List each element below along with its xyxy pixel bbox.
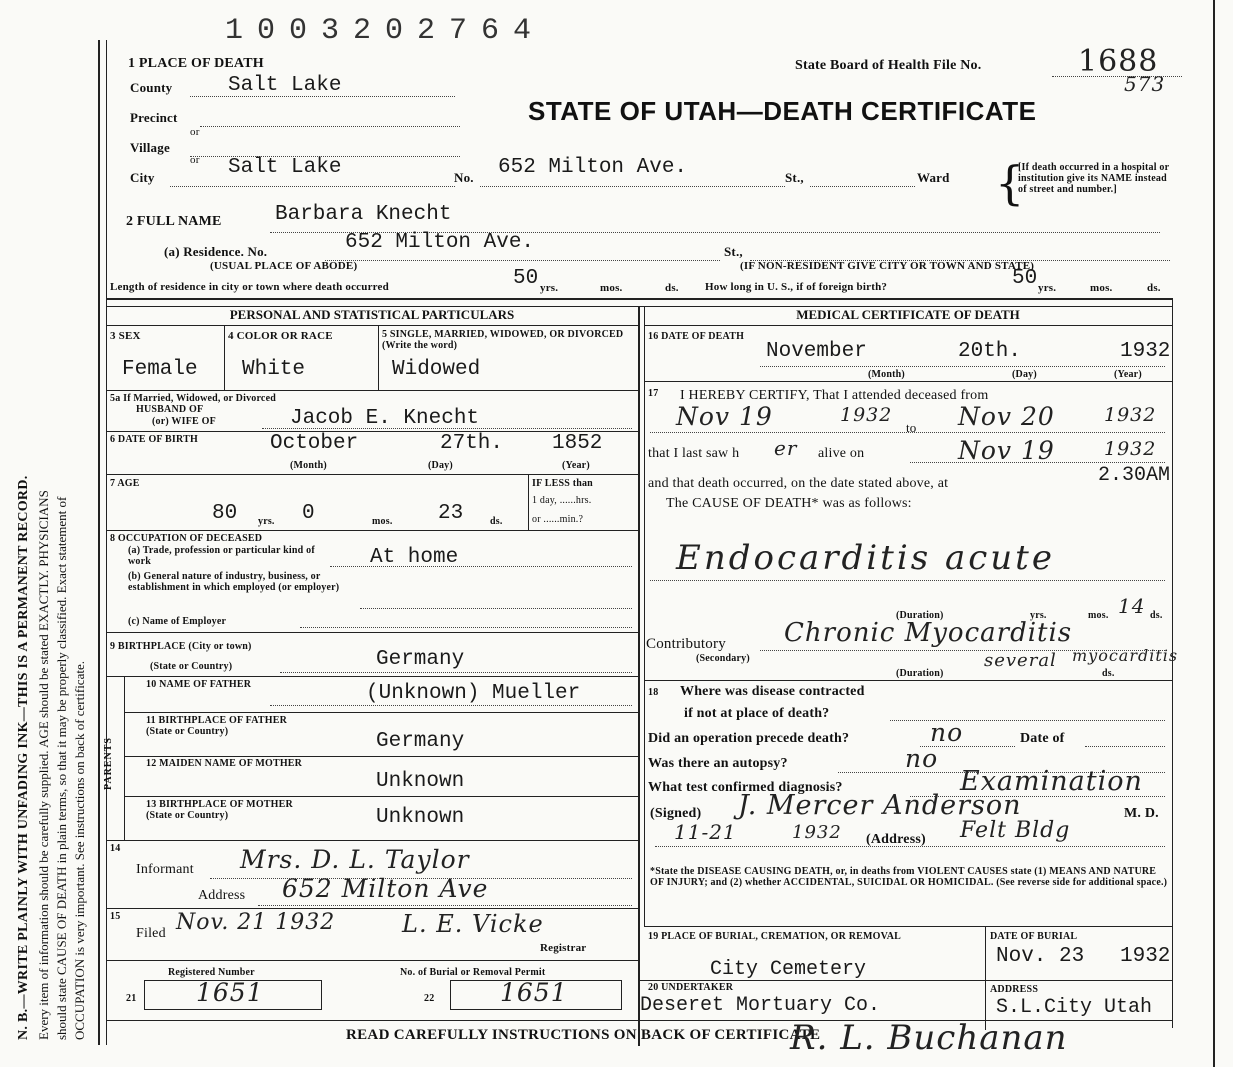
burial-permit-label: No. of Burial or Removal Permit bbox=[400, 967, 546, 978]
duration-yrs: yrs. bbox=[1030, 610, 1047, 621]
test-value: Examination bbox=[960, 766, 1143, 797]
spouse-label-3: (or) WIFE OF bbox=[152, 416, 216, 427]
residence-value: 652 Milton Ave. bbox=[345, 231, 535, 254]
physician-address: Felt Bldg bbox=[960, 818, 1071, 843]
contributory-label: Contributory bbox=[646, 636, 726, 652]
street-label: St., bbox=[785, 170, 804, 185]
duration-mos-value: 14 bbox=[1118, 594, 1146, 618]
us-mos-label: mos. bbox=[1090, 282, 1113, 294]
last-saw-hw: er bbox=[774, 436, 798, 460]
spouse-label-1: 5a If Married, Widowed, or Divorced bbox=[110, 393, 276, 404]
medical-section-heading: MEDICAL CERTIFICATE OF DEATH bbox=[796, 307, 1020, 322]
occupation-b-label: (b) General nature of industry, business, or establishment in which employed (or employer) bbox=[128, 571, 340, 593]
village-label: Village bbox=[130, 140, 170, 155]
last-saw-text: that I last saw h bbox=[648, 446, 740, 461]
sidebar-line-1: N. B.—WRITE PLAINLY WITH UNFADING INK—THIS IS A PERMANENT RECORD. bbox=[16, 475, 31, 1040]
md-label: M. D. bbox=[1124, 806, 1159, 821]
attended-from-date: Nov 19 bbox=[676, 402, 773, 431]
death-time: 2.30AM bbox=[1098, 464, 1171, 487]
frame-left bbox=[98, 40, 100, 1045]
city-value: Salt Lake bbox=[228, 156, 342, 179]
dod-year: 1932 bbox=[1120, 340, 1171, 363]
color-label: 4 COLOR OR RACE bbox=[228, 330, 333, 342]
us-residence-label: How long in U. S., if of foreign birth? bbox=[705, 281, 888, 293]
marital-value: Widowed bbox=[392, 358, 481, 381]
duration-mos: mos. bbox=[1088, 610, 1109, 621]
age-label: 7 AGE bbox=[110, 478, 140, 489]
spouse-label-2: HUSBAND OF bbox=[136, 404, 204, 415]
parents-label: PARENTS bbox=[103, 737, 114, 790]
attended-from-year: 1932 bbox=[840, 404, 893, 426]
autopsy-label: Was there an autopsy? bbox=[648, 756, 788, 771]
or-min-label: or ......min.? bbox=[532, 514, 584, 525]
us-yrs-value: 50 bbox=[1012, 267, 1038, 290]
or-text-1: or bbox=[190, 126, 200, 138]
filed-label: Filed bbox=[136, 926, 166, 941]
contrib-ds: ds. bbox=[1102, 668, 1115, 679]
county-label: County bbox=[130, 80, 173, 95]
operation-value: no bbox=[930, 718, 964, 747]
occupation-label: 8 OCCUPATION OF DECEASED bbox=[110, 533, 263, 544]
frame-right bbox=[1213, 0, 1215, 1067]
file-no-label: State Board of Health File No. bbox=[795, 58, 982, 73]
informant-value: Mrs. D. L. Taylor bbox=[240, 845, 470, 874]
age-ds-value: 23 bbox=[438, 502, 464, 525]
occupation-a-label: (a) Trade, profession or particular kind of work bbox=[128, 545, 315, 567]
filed-value: Nov. 21 1932 bbox=[176, 910, 336, 935]
dob-day-caption: (Day) bbox=[428, 460, 453, 471]
burial-permit-value: 1651 bbox=[500, 978, 568, 1007]
hospital-note: [If death occurred in a hospital or institution give its NAME instead of street and number.] bbox=[1018, 162, 1170, 195]
less-than-label: IF LESS than bbox=[532, 478, 593, 489]
burial-permit-no: 22 bbox=[424, 993, 435, 1004]
birthplace-sub-label: (State or Country) bbox=[150, 661, 233, 672]
duration-ds: ds. bbox=[1150, 610, 1163, 621]
certificate-title: STATE OF UTAH—DEATH CERTIFICATE bbox=[528, 96, 1037, 126]
mother-birthplace-value: Unknown bbox=[376, 806, 465, 829]
nonresident-label: (IF NON-RESIDENT GIVE CITY OR TOWN AND STATE) bbox=[740, 260, 1035, 272]
address-label: (Address) bbox=[866, 832, 926, 847]
alive-on-text: alive on bbox=[818, 446, 865, 461]
alive-year: 1932 bbox=[1104, 438, 1157, 460]
informant-no: 14 bbox=[110, 843, 121, 854]
employer-label: (c) Name of Employer bbox=[128, 616, 227, 627]
sidebar-line-3: should state CAUSE OF DEATH in plain terms, so that it may be properly classified. Exact statement of bbox=[54, 496, 69, 1040]
registered-number-value: 1651 bbox=[196, 978, 264, 1007]
street-no-label: No. bbox=[454, 170, 474, 185]
to-text: to bbox=[906, 420, 917, 435]
occupation-value: At home bbox=[370, 546, 459, 569]
informant-address-label: Address bbox=[198, 888, 246, 903]
place-of-death-heading: 1 PLACE OF DEATH bbox=[128, 56, 264, 71]
length-ds-label: ds. bbox=[665, 282, 679, 294]
undertaker-label: 20 UNDERTAKER bbox=[648, 982, 734, 993]
precinct-label: Precinct bbox=[130, 110, 178, 125]
full-name-value: Barbara Knecht bbox=[275, 203, 452, 226]
frame-left-inner bbox=[106, 40, 107, 1045]
day-hrs-label: 1 day, ......hrs. bbox=[532, 495, 592, 506]
birthplace-value: Germany bbox=[376, 648, 465, 671]
operation-label: Did an operation precede death? bbox=[648, 731, 850, 746]
contrib-extra: myocarditis bbox=[1072, 646, 1179, 665]
physician-signature: J. Mercer Anderson bbox=[738, 790, 1022, 821]
father-value: (Unknown) Mueller bbox=[366, 682, 581, 705]
record-number: 1003202764 bbox=[225, 14, 546, 48]
informant-label: Informant bbox=[136, 862, 194, 877]
sidebar-line-4: OCCUPATION is very important. See instructions on back of certificate. bbox=[72, 661, 87, 1040]
mother-value: Unknown bbox=[376, 770, 465, 793]
informant-address-value: 652 Milton Ave bbox=[282, 874, 489, 903]
burial-date-label: DATE OF BURIAL bbox=[990, 931, 1078, 942]
sidebar-line-2: Every item of information should be carefully supplied. AGE should be stated EXACTLY. PHYSICIANS bbox=[36, 490, 51, 1040]
registered-number-label: Registered Number bbox=[168, 967, 255, 978]
street-address: 652 Milton Ave. bbox=[498, 156, 688, 179]
full-name-label: 2 FULL NAME bbox=[126, 214, 222, 229]
signed-year: 1932 bbox=[792, 822, 842, 843]
us-yrs-label: yrs. bbox=[1038, 282, 1057, 294]
color-value: White bbox=[242, 358, 306, 381]
us-ds-label: ds. bbox=[1147, 282, 1161, 294]
residence-st-label: St., bbox=[724, 244, 743, 259]
n18: 18 bbox=[648, 687, 659, 698]
mother-birthplace-label: 13 BIRTHPLACE OF MOTHER (State or Country) bbox=[146, 799, 293, 821]
dob-month-caption: (Month) bbox=[290, 460, 327, 471]
father-birthplace-value: Germany bbox=[376, 730, 465, 753]
filed-no: 15 bbox=[110, 911, 121, 922]
age-ds-label: ds. bbox=[490, 516, 503, 527]
age-yrs-value: 80 bbox=[212, 502, 238, 525]
birthplace-label: 9 BIRTHPLACE (City or town) bbox=[110, 641, 252, 652]
length-mos-label: mos. bbox=[600, 282, 623, 294]
dod-day: 20th. bbox=[958, 340, 1022, 363]
alive-date: Nov 19 bbox=[958, 436, 1055, 465]
file-no-extra: 573 bbox=[1124, 72, 1166, 96]
dod-year-caption: (Year) bbox=[1114, 369, 1142, 380]
dob-month: October bbox=[270, 432, 359, 455]
dod-month: November bbox=[766, 340, 867, 363]
dob-year-caption: (Year) bbox=[562, 460, 590, 471]
sex-value: Female bbox=[122, 358, 198, 381]
contributory-value: Chronic Myocarditis bbox=[784, 618, 1073, 648]
county-value: Salt Lake bbox=[228, 74, 342, 97]
cause-of-death: Endocarditis acute bbox=[676, 538, 1055, 578]
test-label: What test confirmed diagnosis? bbox=[648, 780, 843, 795]
personal-section-heading: PERSONAL AND STATISTICAL PARTICULARS bbox=[229, 307, 515, 322]
burial-date-value: Nov. 23 bbox=[996, 945, 1085, 968]
city-label: City bbox=[130, 170, 155, 185]
age-mos-value: 0 bbox=[302, 502, 315, 525]
length-yrs-label: yrs. bbox=[540, 282, 559, 294]
registrar-label: Registrar bbox=[540, 942, 587, 954]
father-label: 10 NAME OF FATHER bbox=[146, 679, 252, 690]
signed-date: 11-21 bbox=[674, 820, 737, 844]
contrib-duration-label: (Duration) bbox=[896, 668, 944, 679]
dob-day: 27th. bbox=[440, 432, 504, 455]
date-of-label: Date of bbox=[1020, 731, 1065, 746]
cause-footnote: *State the DISEASE CAUSING DEATH, or, in deaths from VIOLENT CAUSES state (1) MEANS AND NATURE OF INJURY; and (2) whether ACCIDENTAL, SUICIDAL OR HOMICIDAL. (See reverse side for additional space.) bbox=[650, 866, 1168, 888]
mother-label: 12 MAIDEN NAME OF MOTHER bbox=[146, 758, 303, 769]
residence-label: (a) Residence. No. bbox=[164, 244, 268, 259]
attended-to-year: 1932 bbox=[1104, 404, 1157, 426]
age-yrs-label: yrs. bbox=[258, 516, 275, 527]
dob-year: 1852 bbox=[552, 432, 603, 455]
sex-label: 3 SEX bbox=[110, 330, 141, 342]
spouse-value: Jacob E. Knecht bbox=[290, 407, 480, 430]
dod-label: 16 DATE OF DEATH bbox=[648, 331, 745, 342]
length-yrs-value: 50 bbox=[513, 267, 539, 290]
attended-to-date: Nov 20 bbox=[958, 402, 1055, 431]
registered-number-no: 21 bbox=[126, 993, 137, 1004]
father-birthplace-label: 11 BIRTHPLACE OF FATHER (State or Country) bbox=[146, 715, 288, 737]
cause-label: The CAUSE OF DEATH* was as follows: bbox=[666, 496, 912, 511]
certify-text: I HEREBY CERTIFY, That I attended deceased from bbox=[680, 388, 989, 403]
contracted-label-2: if not at place of death? bbox=[684, 706, 830, 721]
duration-label: (Duration) bbox=[896, 610, 944, 621]
undertaker-value: Deseret Mortuary Co. bbox=[640, 994, 881, 1017]
autopsy-value: no bbox=[905, 744, 939, 773]
brace-icon: { bbox=[995, 156, 1025, 210]
abode-label: (USUAL PLACE OF ABODE) bbox=[210, 260, 358, 272]
length-residence-label: Length of residence in city or town where death occurred bbox=[110, 281, 389, 293]
file-no-value: 1688 bbox=[1078, 44, 1159, 79]
or-text-2: or bbox=[190, 154, 200, 166]
dod-month-caption: (Month) bbox=[868, 369, 905, 380]
undertaker-address-value: S.L.City Utah bbox=[996, 996, 1153, 1019]
death-occurred-text: and that death occurred, on the date stated above, at bbox=[648, 476, 949, 491]
dob-label: 6 DATE OF BIRTH bbox=[110, 434, 198, 445]
burial-place-label: 19 PLACE OF BURIAL, CREMATION, OR REMOVAL bbox=[648, 931, 902, 942]
dod-day-caption: (Day) bbox=[1012, 369, 1037, 380]
undertaker-signature: R. L. Buchanan bbox=[790, 1018, 1068, 1058]
burial-year-value: 1932 bbox=[1120, 945, 1171, 968]
burial-place-value: City Cemetery bbox=[710, 958, 867, 981]
undertaker-address-label: ADDRESS bbox=[990, 984, 1039, 995]
registrar-signature: L. E. Vicke bbox=[402, 910, 544, 938]
n17: 17 bbox=[648, 388, 659, 399]
secondary-label: (Secondary) bbox=[696, 653, 750, 664]
marital-label: 5 SINGLE, MARRIED, WIDOWED, OR DIVORCED (Write the word) bbox=[382, 329, 624, 351]
contracted-label: Where was disease contracted bbox=[680, 684, 865, 699]
footer-instructions: READ CAREFULLY INSTRUCTIONS ON BACK OF CERTIFICATE bbox=[346, 1027, 821, 1043]
contrib-duration-value: several bbox=[984, 650, 1057, 671]
ward-label: Ward bbox=[917, 170, 950, 185]
signed-label: (Signed) bbox=[650, 806, 702, 821]
age-mos-label: mos. bbox=[372, 516, 393, 527]
